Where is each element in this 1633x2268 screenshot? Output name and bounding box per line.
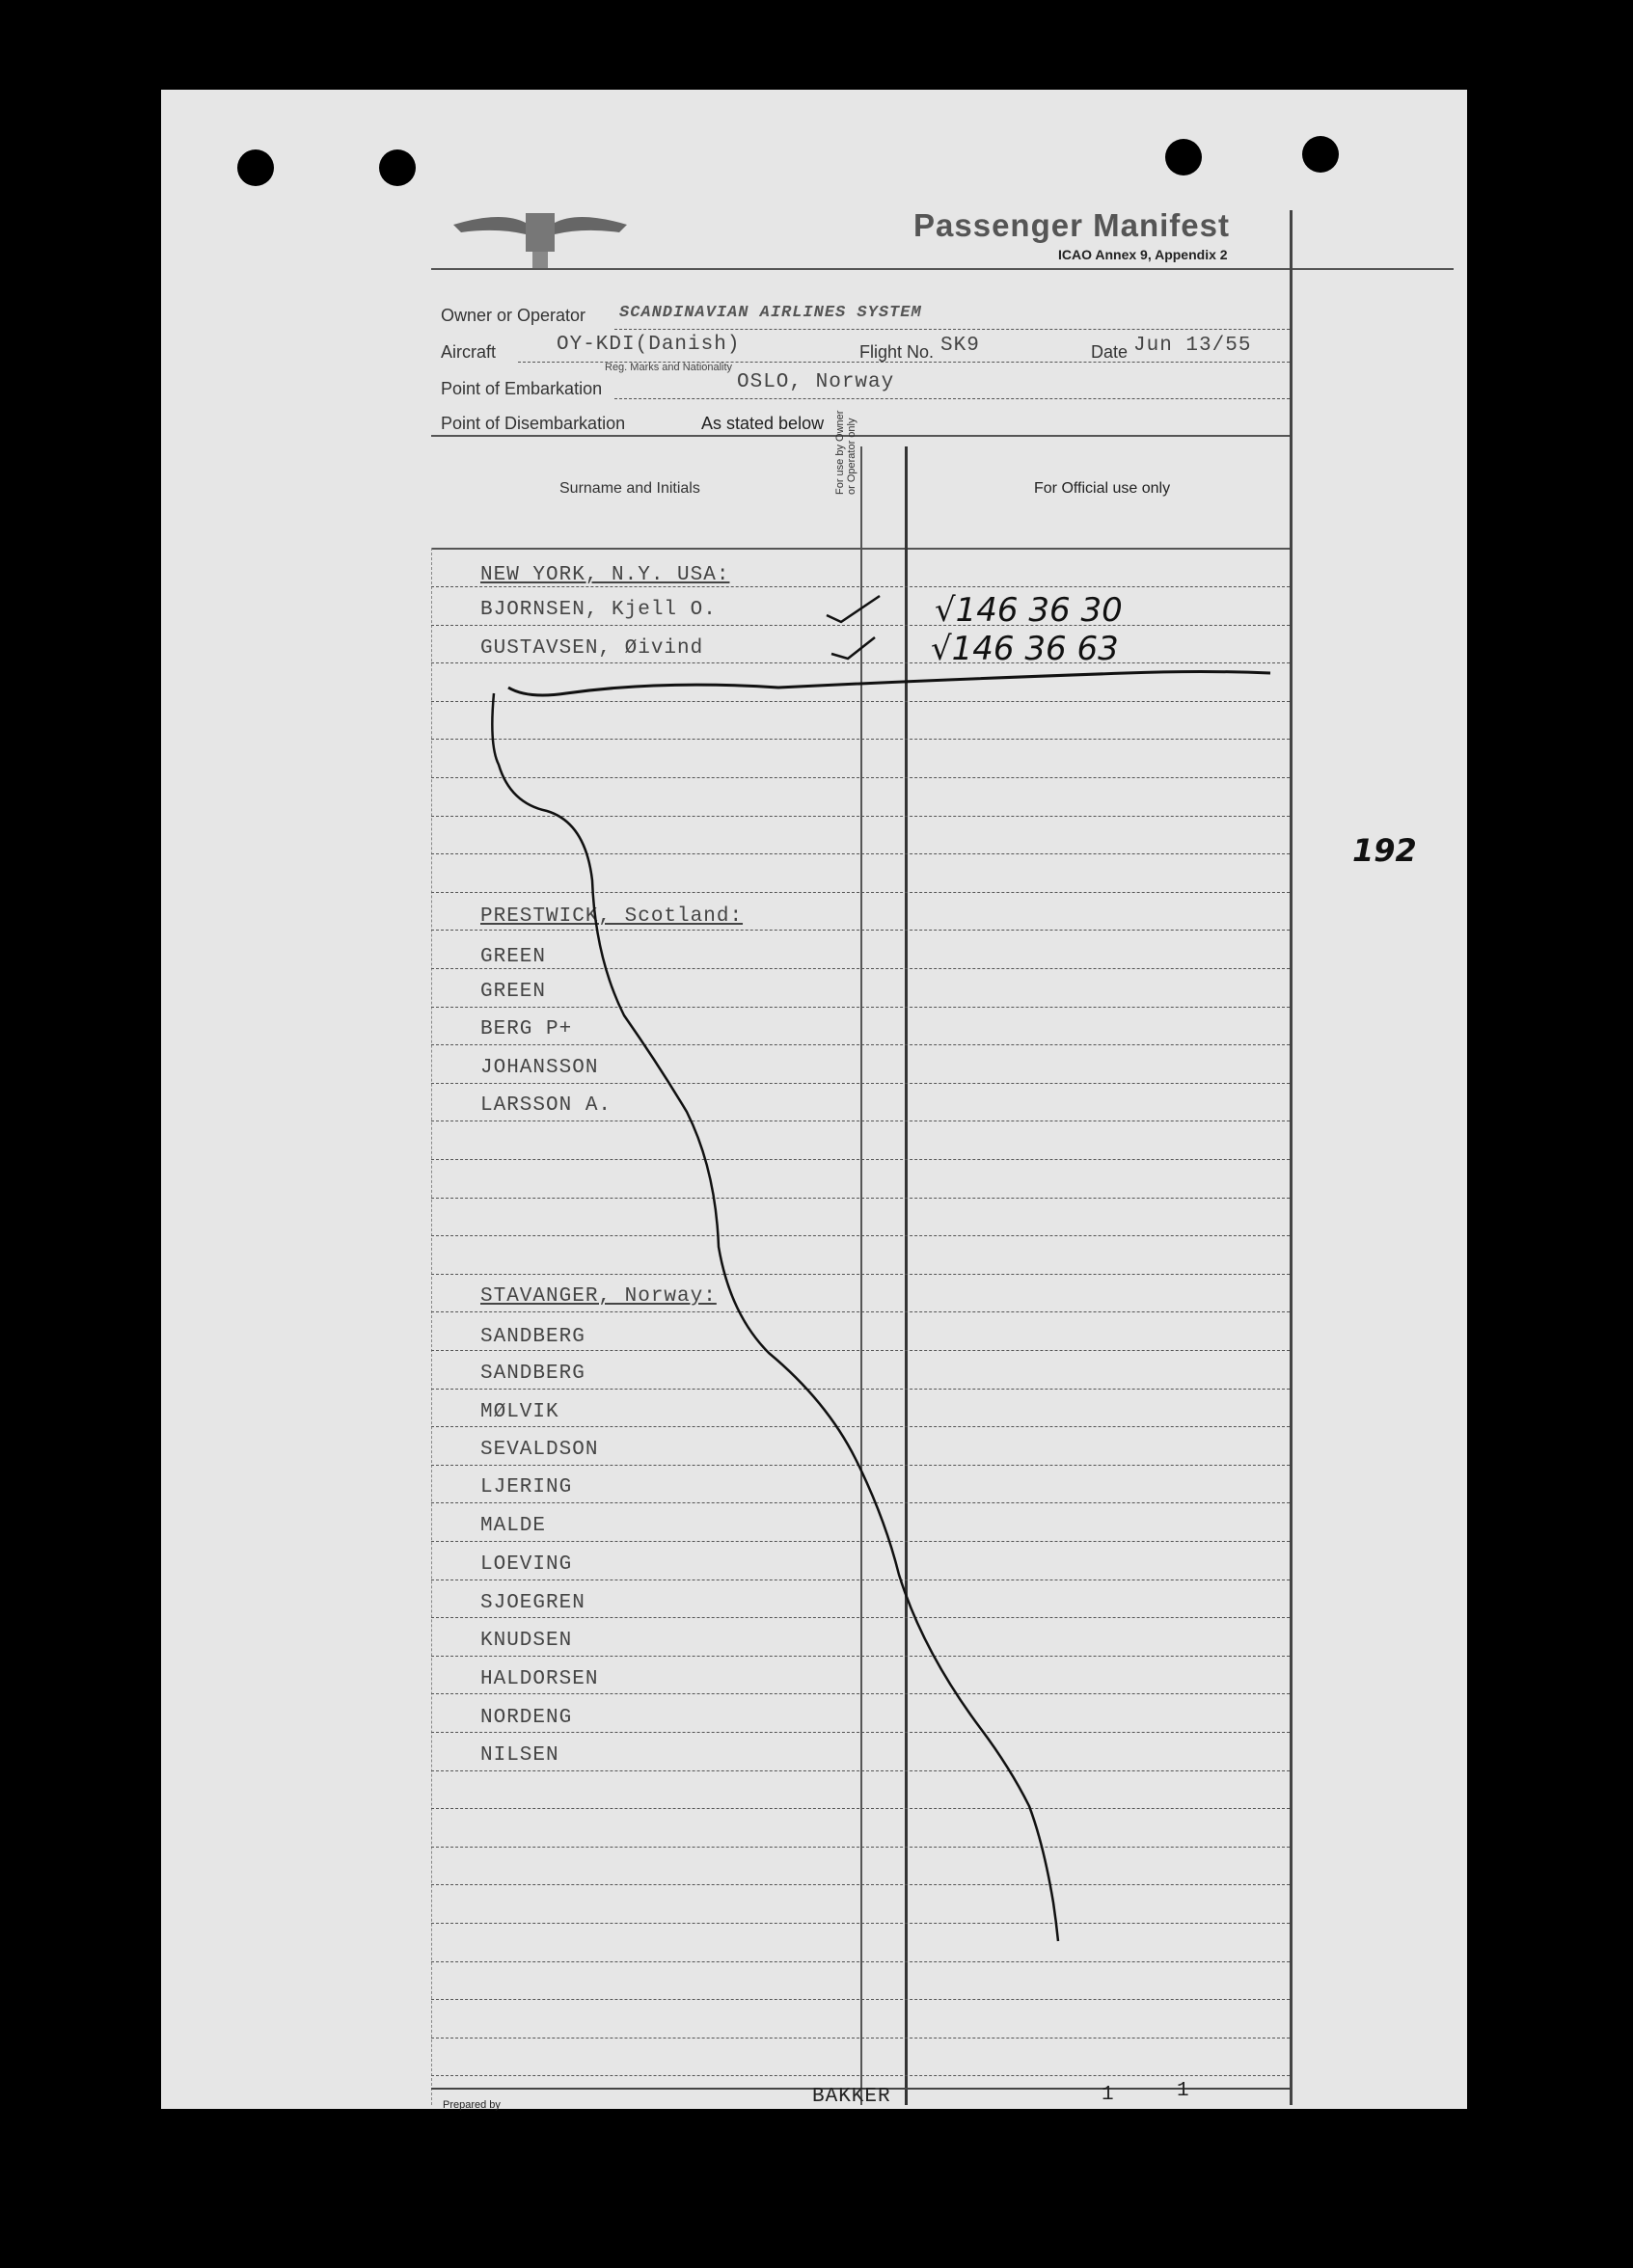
aircraft-label: Aircraft <box>441 342 497 362</box>
date-value: Jun 13/55 <box>1133 335 1252 357</box>
passenger-row: LOEVING <box>480 1553 573 1576</box>
disembarkation-value: As stated below <box>701 414 825 433</box>
section-heading-prestwick: PRESTWICK, Scotland: <box>480 905 744 928</box>
passenger-row: LJERING <box>480 1476 573 1498</box>
passenger-row: GUSTAVSEN, Øivind <box>480 637 704 660</box>
flight-value: SK9 <box>940 335 980 357</box>
underline-stroke <box>508 672 1270 696</box>
page-total: 1 <box>1177 2080 1190 2102</box>
official-number: √146 36 30 <box>935 591 1123 630</box>
surname-column-header: Surname and Initials <box>559 480 700 497</box>
passenger-row: MØLVIK <box>480 1401 559 1423</box>
owner-label: Owner or Operator <box>441 306 586 325</box>
reg-marks-note: Reg. Marks and Nationality <box>605 362 733 373</box>
embarkation-label: Point of Embarkation <box>441 379 603 398</box>
pen-marks <box>161 90 1467 2109</box>
official-number: √146 36 63 <box>931 630 1119 668</box>
aircraft-value: OY-KDI(Danish) <box>557 334 741 356</box>
passenger-row: SANDBERG <box>480 1363 585 1385</box>
owner-use-column-header: For use by Owner or Operator only <box>834 410 857 495</box>
passenger-row: SJOEGREN <box>480 1592 585 1614</box>
disembarkation-label: Point of Disembarkation <box>441 414 626 433</box>
form-title: Passenger Manifest <box>913 207 1230 243</box>
date-label: Date <box>1091 342 1129 362</box>
form-subtitle: ICAO Annex 9, Appendix 2 <box>1058 247 1228 262</box>
passenger-row: HALDORSEN <box>480 1668 599 1690</box>
flight-label: Flight No. <box>859 342 935 362</box>
passenger-row: JOHANSSON <box>480 1057 599 1079</box>
passenger-row: MALDE <box>480 1515 547 1537</box>
section-heading-stavanger: STAVANGER, Norway: <box>480 1285 717 1308</box>
prepared-by-value: BAKKER <box>812 2086 891 2108</box>
passenger-row: NILSEN <box>480 1744 559 1767</box>
passenger-row: BERG P+ <box>480 1018 573 1040</box>
passenger-row: NORDENG <box>480 1707 573 1729</box>
passenger-row: SANDBERG <box>480 1326 585 1348</box>
margin-page-note: 192 <box>1352 832 1417 869</box>
owner-value: SCANDINAVIAN AIRLINES SYSTEM <box>619 304 922 322</box>
check-mark-icon <box>827 596 880 622</box>
passenger-row: SEVALDSON <box>480 1439 599 1461</box>
manifest-page <box>161 90 1467 2109</box>
passenger-row: BJORNSEN, Kjell O. <box>480 599 717 621</box>
check-mark-icon <box>831 637 875 659</box>
cancel-line <box>492 693 1058 1941</box>
page-number: 1 <box>1102 2084 1115 2106</box>
passenger-row: LARSSON A. <box>480 1094 612 1117</box>
embarkation-value: OSLO, Norway <box>737 371 895 393</box>
passenger-row: GREEN <box>480 946 547 968</box>
passenger-row: KNUDSEN <box>480 1630 573 1652</box>
section-heading-new-york: NEW YORK, N.Y. USA: <box>480 564 730 586</box>
passenger-row: GREEN <box>480 981 547 1003</box>
official-column-header: For Official use only <box>1034 480 1171 497</box>
prepared-by-label: Prepared by <box>443 2099 501 2111</box>
